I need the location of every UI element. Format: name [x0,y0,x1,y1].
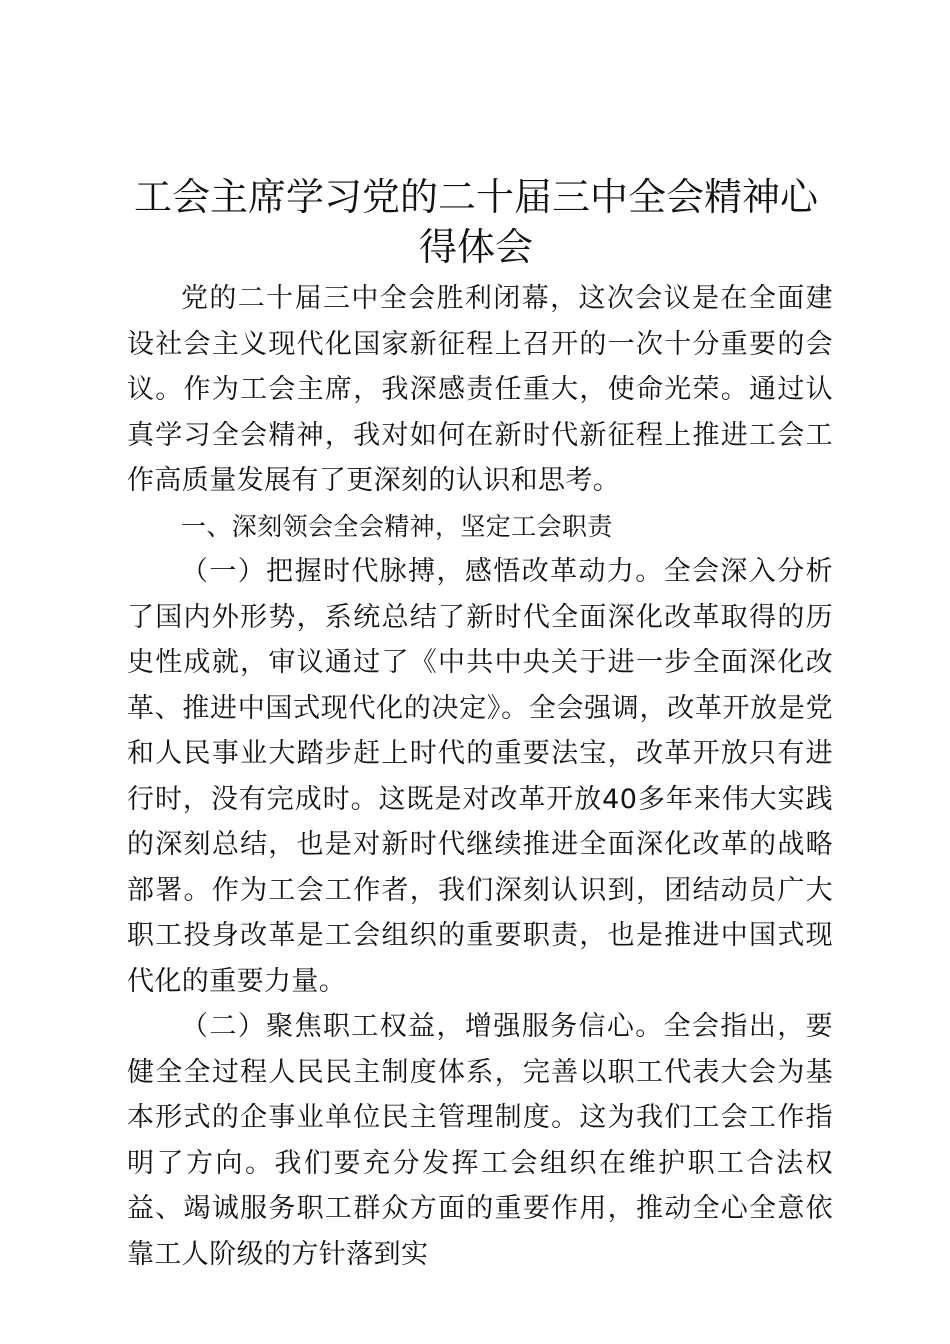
subsection-paragraph-1: （一）把握时代脉搏，感悟改革动力。全会深入分析了国内外形势，系统总结了新时代全面深化改革取得的历史性成就，审议通过了《中共中央关于进一步全面深化改革、推进中国式现代化的决定》。全会强调，改革开放是党和人民事业大踏步赶上时代的重要法宝，改革开放只有进行时，没有完成时。这既是对改革开放40多年来伟大实践的深刻总结，也是对新时代继续推进全面深化改革的战略部署。作为工会工作者，我们深刻认识到，团结动员广大职工投身改革是工会组织的重要职责，也是推进中国式现代化的重要力量。 [127,556,833,997]
section-heading: 一、深刻领会全会精神，坚定工会职责 [181,511,613,541]
subsection-paragraph-2: （二）聚焦职工权益，增强服务信心。全会指出，要健全全过程人民民主制度体系，完善以职工代表大会为基本形式的企事业单位民主管理制度。这为我们工会工作指明了方向。我们要充分发挥工会组织在维护职工合法权益、竭诚服务职工群众方面的重要作用，推动全心全意依靠工人阶级的方针落到实 [127,1011,833,1270]
document-title: 工会主席学习党的二十届三中全会精神心得体会 [133,175,818,269]
document-body [127,276,833,1277]
intro-paragraph: 党的二十届三中全会胜利闭幕，这次会议是在全面建设社会主义现代化国家新征程上召开的一次十分重要的会议。作为工会主席，我深感责任重大，使命光荣。通过认真学习全会精神，我对如何在新时代新征程上推进工会工作高质量发展有了更深刻的认识和思考。 [127,283,833,496]
